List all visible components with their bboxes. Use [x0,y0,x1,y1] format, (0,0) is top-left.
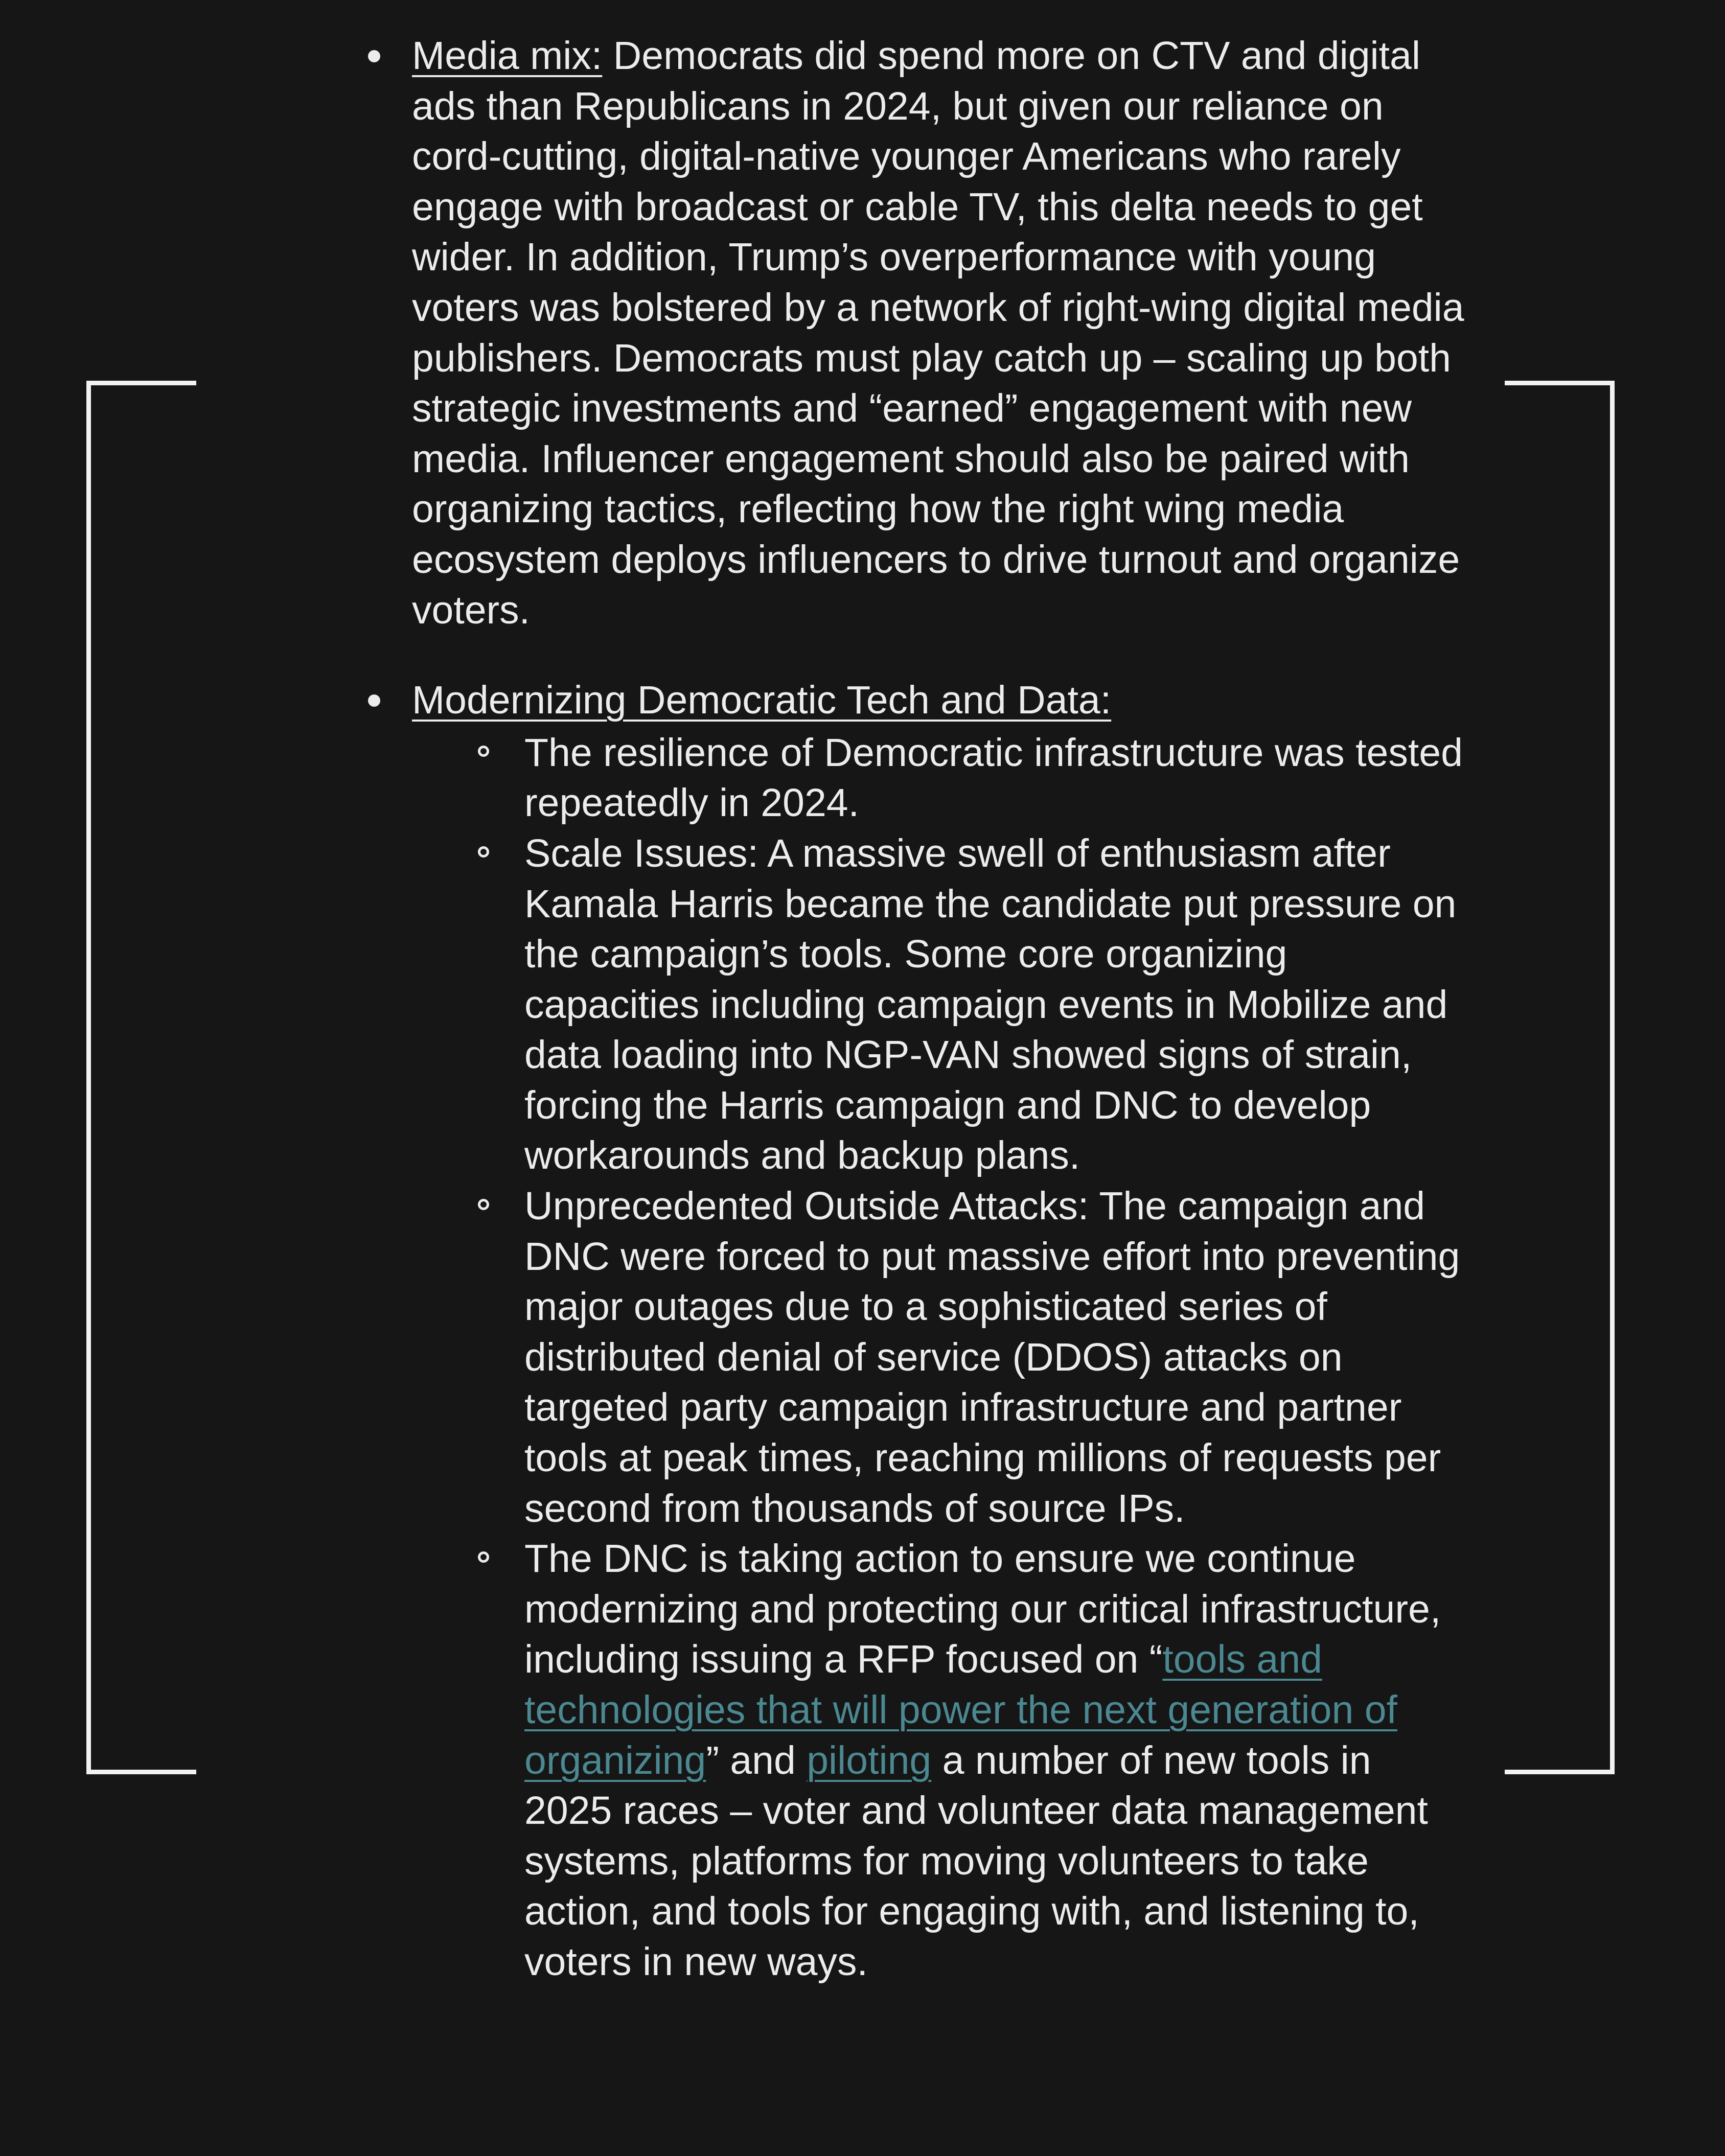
tech-data-sublist [412,728,1465,1987]
scale-issues-text: Scale Issues: A massive swell of enthusiasm after Kamala Harris became the candidate put pressure on the campaign’s tools. Some core organizing capacities including campaign events in Mobilize and data loading into NGP-VAN showed signs of strain, forcing the Harris campaign and DNC to develop workarounds and backup plans. [524,831,1457,1178]
bullet-circle-icon [478,1199,489,1210]
document-body [412,31,1465,1987]
media-mix-text: Democrats did spend more on CTV and digital ads than Republicans in 2024, but given our reliance on cord-cutting, digital-native younger Americans who rarely engage with broadcast or cable TV, this delta needs to get wider. In addition, Trump’s overperformance with young voters was bolstered by a network of right-wing digital media publishers. Democrats must play catch up – scaling up both strategic investments and “earned” engagement with new media. Influencer engagement should also be paired with organizing tactics, reflecting how the right wing media ecosystem deploys influencers to drive turnout and organize voters. [412,34,1464,632]
bullet-tech-data [412,675,1465,1987]
bullet-disc-icon [368,50,380,62]
left-bracket-frame [86,381,196,1774]
bullet-list [412,31,1465,1987]
sub-bullet-scale-issues [524,828,1465,1181]
bullet-disc-icon [368,694,380,707]
resilience-text: The resilience of Democratic infrastructure was tested repeatedly in 2024. [524,730,1463,825]
bullet-circle-icon [478,1551,489,1563]
rfp-tools-link[interactable]: tools and technologies that will power the next generation of organizing [524,1637,1397,1782]
media-mix-heading: Media mix: [412,34,603,78]
bullet-media-mix [412,31,1465,635]
dnc-action-suffix: a number of new tools in 2025 races – voter and volunteer data management systems, platforms for moving volunteers to take action, and tools for engaging with, and listening to, voters in new ways. [524,1738,1428,1984]
sub-bullet-dnc-action [524,1534,1465,1987]
dnc-action-middle: ” and [706,1738,807,1782]
bullet-circle-icon [478,746,489,757]
piloting-link[interactable]: piloting [807,1738,932,1782]
outside-attacks-text: Unprecedented Outside Attacks: The campaign and DNC were forced to put massive effort into preventing major outages due to a sophisticated series of distributed denial of service (DDOS) attacks on targeted party campaign infrastructure and partner tools at peak times, reaching millions of requests per second from thousands of source IPs. [524,1184,1460,1531]
right-bracket-frame [1505,381,1615,1774]
sub-bullet-resilience [524,728,1465,828]
dnc-action-prefix: The DNC is taking action to ensure we continue modernizing and protecting our critical infrastructure, including issuing a RFP focused on “ [524,1537,1441,1682]
sub-bullet-outside-attacks [524,1181,1465,1534]
bullet-circle-icon [478,846,489,857]
tech-data-heading: Modernizing Democratic Tech and Data: [412,678,1112,723]
